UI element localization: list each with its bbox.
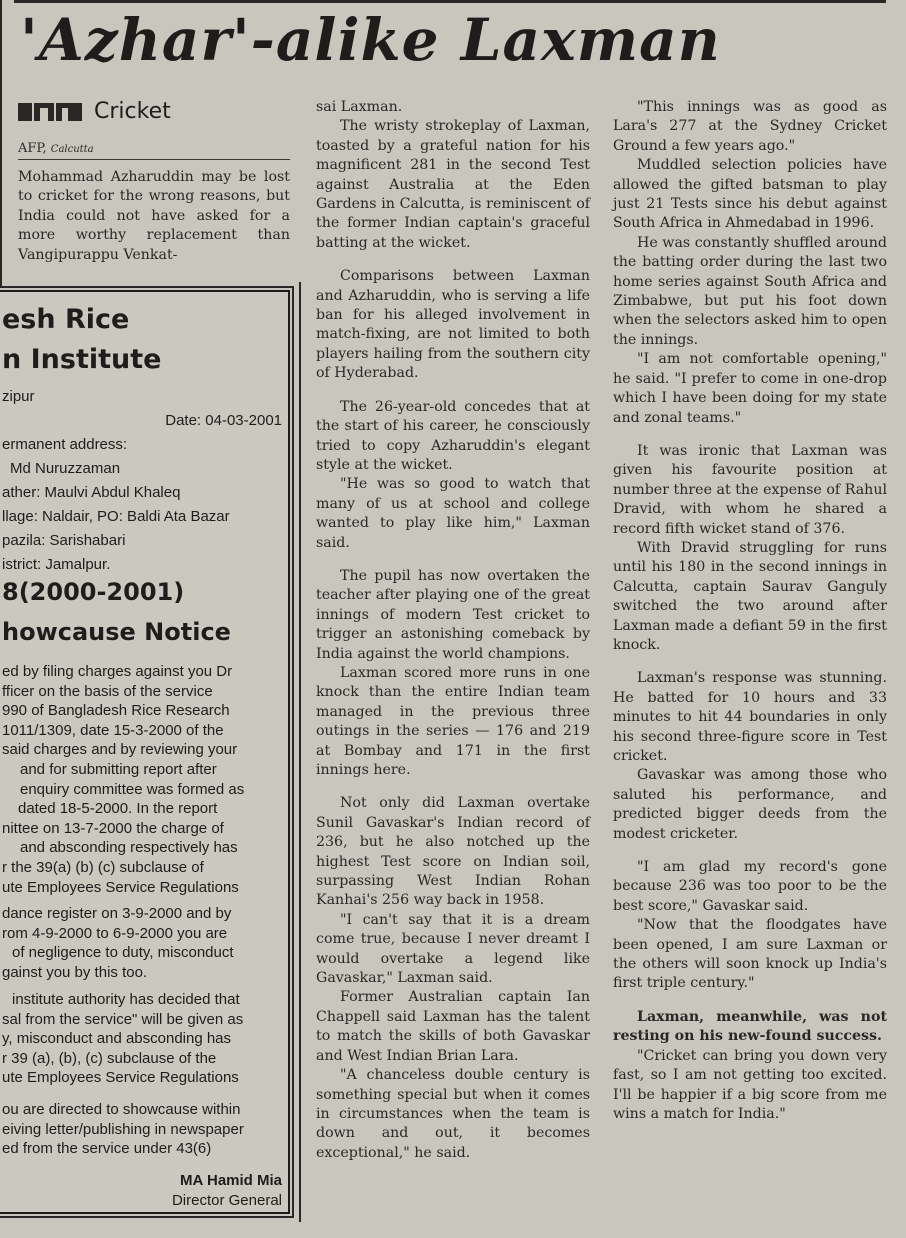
article-paragraph: Muddled selection policies have allowed the gifted batsman to play just 21 Tests since his debut against South Africa in Ahmedabad in 1996. — [613, 157, 887, 232]
notice-title-1: esh Rice — [2, 304, 130, 335]
newspaper-logo-icon — [18, 100, 88, 122]
notice-signatory-title: Director General — [171, 1192, 282, 1209]
notice-address-line: ather: Maulvi Abdul Khaleq — [2, 484, 181, 501]
top-rule — [14, 0, 886, 3]
article-paragraph: "I can't say that it is a dream come true, because I never dreamt I would overtake a legend like Gavaskar," Laxman said. — [316, 911, 590, 987]
article-paragraph: Former Australian captain Ian Chappell said Laxman has the talent to match the skills of both Gavaskar and West Indian Brian Lara. — [316, 989, 590, 1064]
showcause-notice — [0, 290, 290, 1214]
article-paragraph: The 26-year-old concedes that at the start of his career, he consciously tried to copy Azharuddin's elegant style at the wicket. — [316, 398, 590, 473]
article-paragraph: Gavaskar was among those who saluted his performance, and predicted bigger deeds from the modest cricketer. — [613, 767, 887, 842]
notice-paragraph-3: institute authority has decided that sal from the service" will be given as y, misconduct and absconding has r 39 (a), (b), (c) subclause of the ute Employees Service Regulations — [2, 991, 244, 1087]
byline-rule — [18, 159, 290, 160]
notice-paragraph-1: ed by filing charges against you Dr fficer on the basis of the service 990 of Bangladesh Rice Research 1011/1309, date 15-3-2000 of the said charges and by reviewing your and for submitting report after enquiry committee was formed as dated 18-5-2000. In the report nittee on 13-7-2000 the charge of and absconding respectively has r the 39(a) (b) (c) subclause of ute Employees Service Regulations — [2, 663, 245, 896]
notice-date: Date: 04-03-2001 — [165, 412, 282, 429]
notice-signatory-name: MA Hamid Mia — [180, 1172, 282, 1189]
notice-address-line: istrict: Jamalpur. — [2, 556, 111, 573]
notice-address-line: Md Nuruzzaman — [10, 460, 121, 477]
article-paragraph: The wristy strokeplay of Laxman, toasted by a grateful nation for his magnificent 281 in the second Test against Australia at the Eden Gardens in Calcutta, is reminiscent of the former Indian captain's graceful batting at the wicket. — [316, 118, 590, 251]
article-paragraph: The pupil has now overtaken the teacher after playing one of the great innings of modern Test cricket to trigger an astonishing comeback by India against the world champions. — [316, 567, 590, 662]
article-paragraph: "Cricket can bring you down very fast, so I am not getting too excited. I'll be happier if a big score from me wins a match for India." — [613, 1047, 887, 1122]
article-paragraph: "Now that the floodgates have been opened, I am sure Laxman or the others will soon knock up India's first triple century." — [613, 917, 887, 992]
notice-heading: howcause Notice — [2, 618, 231, 646]
notice-place: zipur — [2, 388, 35, 405]
byline-agency: AFP, — [18, 141, 47, 156]
article-paragraph: sai Laxman. — [316, 99, 403, 115]
lead-text: Mohammad Azharuddin may be lost to cricket for the wrong reasons, but India could not have asked for a more worthy replacement than Vangipurappu Venkat- — [18, 169, 290, 263]
article-paragraph: "He was so good to watch that many of us at school and college wanted to play like him," Laxman said. — [316, 476, 590, 551]
lead-paragraph — [18, 168, 290, 265]
byline — [18, 141, 94, 156]
headline: 'Azhar'-alike Laxman — [20, 6, 721, 74]
article-paragraph: It was ironic that Laxman was given his favourite position at number three at the expense of Rahul Dravid, with whom he shared a record fifth wicket stand of 376. — [613, 442, 887, 537]
section-header — [18, 96, 171, 126]
notice-reference: 8(2000-2001) — [2, 578, 185, 606]
notice-column-rule — [299, 282, 301, 1222]
notice-address-line: llage: Naldair, PO: Baldi Ata Bazar — [2, 508, 230, 525]
section-label: Cricket — [94, 98, 171, 124]
article-paragraph: Laxman scored more runs in one knock than the entire Indian team managed in the previous three outings in the series — 176 and 219 at Bombay and 171 in the first innings here. — [316, 664, 590, 778]
article-paragraph: Not only did Laxman overtake Sunil Gavaskar's Indian record of 236, but he also notched up the highest Test score on Indian soil, surpassing West Indian Rohan Kanhai's 256 way back in 1958. — [316, 795, 590, 909]
article-column-2 — [316, 98, 590, 1163]
notice-paragraph-2: dance register on 3-9-2000 and by rom 4-9-2000 to 6-9-2000 you are of negligence to duty, misconduct gainst you by this too. — [2, 905, 234, 981]
article-paragraph: Comparisons between Laxman and Azharuddin, who is serving a life ban for his alleged involvement in match-fixing, are not limited to both players hailing from the southern city of Hyderabad. — [316, 268, 590, 382]
notice-title-2: n Institute — [2, 344, 162, 375]
article-paragraph: "This innings was as good as Lara's 277 at the Sydney Cricket Ground a few years ago." — [613, 99, 887, 154]
article-paragraph: Laxman, meanwhile, was not resting on his new-found success. — [613, 1008, 887, 1045]
article-paragraph: Laxman's response was stunning. He batted for 10 hours and 33 minutes to hit 44 boundaries in only his second three-figure score in Test cricket. — [613, 670, 887, 764]
notice-address-head: ermanent address: — [2, 436, 128, 453]
article-paragraph: He was constantly shuffled around the batting order during the last two home series against South Africa and Zimbabwe, but put his foot down when the selectors asked him to open the innings. — [613, 234, 887, 348]
notice-address-line: pazila: Sarishabari — [2, 532, 126, 549]
article-paragraph: With Dravid struggling for runs until his 180 in the second innings in Calcutta, captain Saurav Ganguly switched the two around after Laxman made a defiant 59 in the first knock. — [613, 539, 887, 653]
article-paragraph: "I am glad my record's gone because 236 was too poor to be the best score," Gavaskar said. — [613, 859, 887, 914]
notice-paragraph-4: ou are directed to showcause within eiving letter/publishing in newspaper ed from the service under 43(6) — [2, 1101, 244, 1158]
article-column-3 — [613, 98, 887, 1124]
article-paragraph: "I am not comfortable opening," he said. "I prefer to come in one-drop which I have been doing for my state and zonal teams." — [613, 351, 887, 426]
left-column-rule — [0, 0, 2, 290]
article-paragraph: "A chanceless double century is something special but when it comes in circumstances when the team is down and out, it becomes exceptional," he said. — [316, 1067, 590, 1161]
byline-place: Calcutta — [50, 144, 94, 155]
